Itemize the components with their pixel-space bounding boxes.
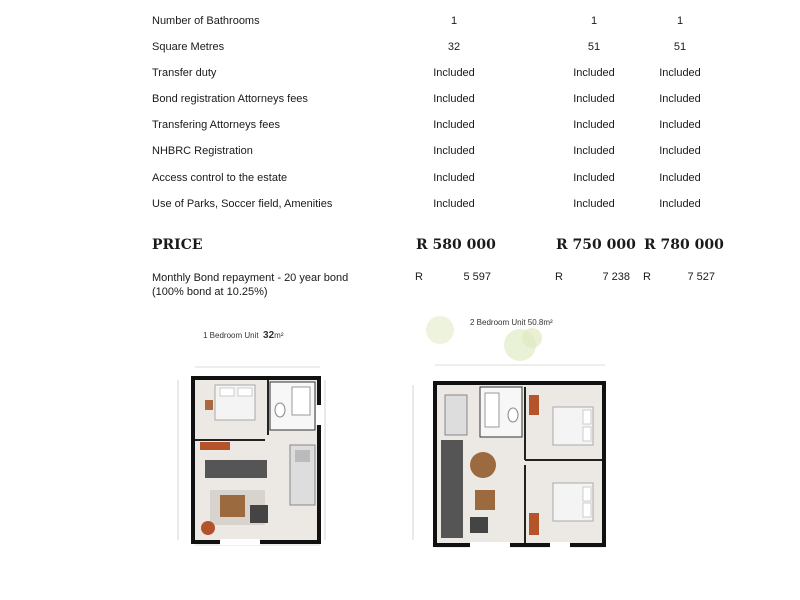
spec-value-unit-1: Included xyxy=(433,198,475,210)
price-unit-1: R 580 000 xyxy=(416,237,496,253)
spec-value-unit-1: 32 xyxy=(447,41,461,53)
two-bed-floor-plan xyxy=(405,355,620,550)
spec-value-unit-2: Included xyxy=(573,172,615,184)
bond-label-line2: (100% bond at 10.25%) xyxy=(152,286,268,298)
spec-value-unit-3: Included xyxy=(659,67,701,79)
one-bed-title-text: 1 Bedroom Unit xyxy=(203,331,259,340)
spec-row xyxy=(0,119,800,139)
spec-value-unit-3: 1 xyxy=(676,15,684,27)
spec-row xyxy=(0,15,800,35)
spec-value-unit-2: 51 xyxy=(587,41,601,53)
spec-value-unit-1: Included xyxy=(433,119,475,131)
spec-row xyxy=(0,198,800,218)
spec-label: Transfer duty xyxy=(152,67,217,79)
spec-value-unit-2: Included xyxy=(573,119,615,131)
spec-label: Number of Bathrooms xyxy=(152,15,260,27)
spec-label: Access control to the estate xyxy=(152,172,288,184)
bond-currency-1: R xyxy=(415,271,423,283)
spec-label: Transfering Attorneys fees xyxy=(152,119,280,131)
spec-label: NHBRC Registration xyxy=(152,145,253,157)
spec-row xyxy=(0,145,800,165)
bond-currency-3: R xyxy=(643,271,651,283)
spec-label: Square Metres xyxy=(152,41,225,53)
bond-value-3: 7 527 xyxy=(687,271,715,283)
spec-value-unit-1: Included xyxy=(433,145,475,157)
bond-value-2: 7 238 xyxy=(602,271,630,283)
price-unit-3: R 780 000 xyxy=(644,237,724,253)
spec-value-unit-2: Included xyxy=(573,67,615,79)
spec-label: Bond registration Attorneys fees xyxy=(152,93,308,105)
spec-row xyxy=(0,93,800,113)
spec-value-unit-3: Included xyxy=(659,145,701,157)
spec-row xyxy=(0,172,800,192)
bond-value-1: 5 597 xyxy=(463,271,491,283)
spec-value-unit-2: Included xyxy=(573,145,615,157)
price-unit-2: R 750 000 xyxy=(556,237,636,253)
spec-value-unit-1: 1 xyxy=(450,15,458,27)
one-bed-plan-title xyxy=(203,330,284,341)
two-bed-plan-title: 2 Bedroom Unit 50.8m² xyxy=(470,318,553,327)
price-label: PRICE xyxy=(152,237,203,253)
spec-value-unit-3: Included xyxy=(659,198,701,210)
one-bed-size-unit: m² xyxy=(274,331,284,340)
spec-row xyxy=(0,67,800,87)
bond-label-line1: Monthly Bond repayment - 20 year bond xyxy=(152,272,349,284)
spec-value-unit-2: Included xyxy=(573,93,615,105)
one-bed-floor-plan xyxy=(170,355,330,550)
spec-value-unit-2: 1 xyxy=(590,15,598,27)
spec-row xyxy=(0,41,800,61)
bond-currency-2: R xyxy=(555,271,563,283)
spec-value-unit-3: Included xyxy=(659,93,701,105)
spec-value-unit-3: 51 xyxy=(673,41,687,53)
spec-value-unit-2: Included xyxy=(573,198,615,210)
spec-value-unit-1: Included xyxy=(433,93,475,105)
spec-value-unit-3: Included xyxy=(659,172,701,184)
spec-value-unit-1: Included xyxy=(433,67,475,79)
one-bed-size: 32 xyxy=(263,330,275,341)
spec-value-unit-1: Included xyxy=(433,172,475,184)
spec-label: Use of Parks, Soccer field, Amenities xyxy=(152,198,333,210)
bond-label xyxy=(152,271,348,299)
spec-value-unit-3: Included xyxy=(659,119,701,131)
